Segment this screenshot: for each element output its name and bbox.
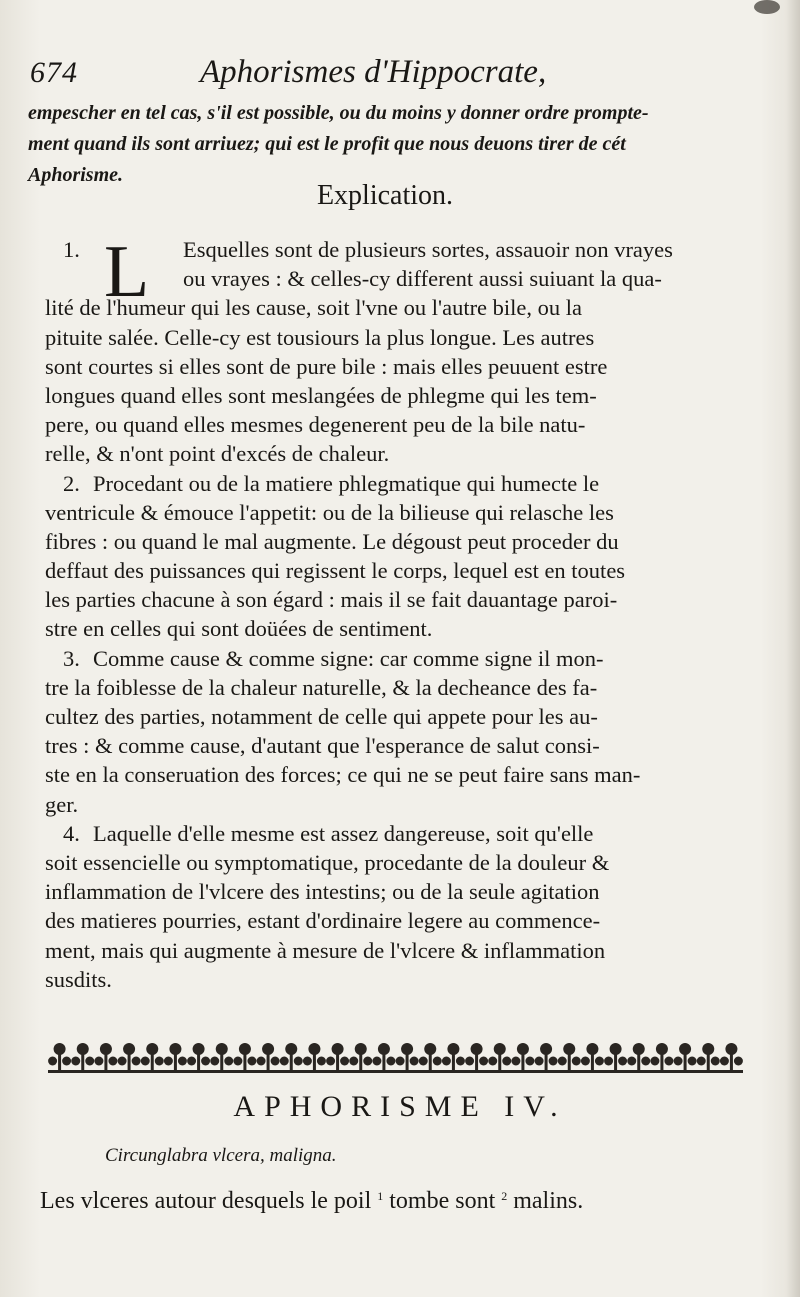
- line-text: Esquelles sont de plusieurs sortes, assauoir non vrayes: [183, 237, 673, 262]
- text-line: [45, 264, 737, 293]
- text-line: [45, 469, 737, 498]
- aphorism-text-part: malins.: [513, 1188, 584, 1214]
- explication-body: [45, 231, 737, 994]
- intro-line: Aphorisme.: [28, 164, 124, 186]
- intro-line: empescher en tel cas, s'il est possible, ou du moins y donner ordre prompte-: [28, 102, 649, 124]
- line-text: stre en celles qui sont doüées de sentiment.: [45, 616, 433, 642]
- line-text: relle, & n'ont point d'excés de chaleur.: [45, 441, 390, 467]
- section-heading: Explication.: [316, 180, 454, 211]
- line-text: Laquelle d'elle mesme est assez dangereuse, soit qu'elle: [93, 820, 594, 846]
- line-text: Procedant ou de la matiere phlegmatique qui humecte le: [93, 470, 600, 496]
- fleuron-icon: [48, 1043, 71, 1071]
- text-line: [45, 702, 737, 731]
- text-line: [45, 644, 737, 673]
- line-text: tre la foiblesse de la chaleur naturelle, & la decheance des fa-: [45, 674, 598, 700]
- fleuron-icon: [118, 1043, 141, 1071]
- text-line: [45, 352, 737, 381]
- paragraph-number: 1.: [63, 237, 80, 262]
- intro-paragraph: [28, 98, 748, 191]
- paragraph-number: 2.: [63, 470, 80, 496]
- fleuron-icon: [511, 1043, 534, 1071]
- text-line: [45, 760, 737, 789]
- line-text: cultez des parties, notamment de celle qui appete pour les au-: [45, 704, 598, 729]
- paragraph-number: 3.: [63, 645, 80, 671]
- text-line: [45, 439, 737, 468]
- latin-aphorism: Circunglabra vlcera, maligna.: [105, 1145, 337, 1166]
- aphorism-text-part: tombe sont: [389, 1188, 496, 1214]
- line-text: ventricule & émouce l'appetit: ou de la bilieuse qui relasche les: [45, 499, 614, 525]
- text-line: [45, 877, 737, 906]
- paragraph-number: 4.: [63, 820, 80, 846]
- text-line: [45, 731, 737, 760]
- aphorism-title: APHORISME IV.: [233, 1090, 567, 1123]
- text-line: [45, 906, 737, 935]
- drop-cap: L: [104, 231, 150, 313]
- text-line: [45, 585, 737, 614]
- line-text: lité de l'humeur qui les cause, soit l'vne ou l'autre bile, ou la: [45, 295, 583, 321]
- fleuron-icon: [71, 1043, 94, 1071]
- line-text: pituite salée. Celle-cy est tousiours la plus longue. Les autres: [45, 324, 595, 350]
- fleuron-icon: [627, 1043, 650, 1071]
- fleuron-icon: [465, 1043, 488, 1071]
- line-text: ou vrayes : & celles-cy different aussi suiuant la qua-: [183, 266, 662, 292]
- line-text: soit essencielle ou symptomatique, procedante de la douleur &: [45, 849, 610, 875]
- fleuron-icon: [326, 1043, 349, 1071]
- fleuron-icon: [604, 1043, 627, 1071]
- fleuron-icon: [581, 1043, 604, 1071]
- fleuron-icon: [94, 1043, 117, 1071]
- fleuron-icon: [720, 1043, 743, 1071]
- text-line: [45, 673, 737, 702]
- ornament-rule: [48, 1070, 743, 1073]
- line-text: les parties chacune à son égard : mais il se fait dauantage paroi-: [45, 587, 618, 613]
- text-line: [45, 235, 737, 264]
- line-text: susdits.: [45, 966, 112, 992]
- ink-blot: [754, 0, 780, 14]
- text-line: [45, 614, 737, 643]
- ornament-band: [48, 1037, 743, 1077]
- fleuron-icon: [303, 1043, 326, 1071]
- note-marker: 1: [377, 1189, 384, 1203]
- fleuron-icon: [488, 1043, 511, 1071]
- fleuron-icon: [257, 1043, 280, 1071]
- text-line: [45, 527, 737, 556]
- line-text: Comme cause & comme signe: car comme signe il mon-: [93, 645, 604, 671]
- line-text: sont courtes si elles sont de pure bile : mais elles peuuent estre: [45, 353, 608, 379]
- running-title: Aphorismes d'Hippocrate,: [200, 54, 547, 90]
- line-text: ment, mais qui augmente à mesure de l'vlcere & inflammation: [45, 937, 606, 963]
- page-header: [30, 50, 770, 94]
- text-line: [45, 381, 737, 410]
- fleuron-icon: [280, 1043, 303, 1071]
- text-line: [45, 410, 737, 439]
- fleuron-icon: [210, 1043, 233, 1071]
- fleuron-icon: [233, 1043, 256, 1071]
- fleuron-icon: [372, 1043, 395, 1071]
- fleuron-icon: [650, 1043, 673, 1071]
- aphorism-text-part: Les vlceres autour desquels le poil: [40, 1188, 372, 1214]
- text-line: [45, 293, 737, 322]
- page-edge-shadow: [786, 0, 800, 1297]
- fleuron-icon: [674, 1043, 697, 1071]
- text-line: [45, 556, 737, 585]
- line-text: des matieres pourries, estant d'ordinaire legere au commence-: [45, 908, 601, 934]
- text-line: [45, 323, 737, 352]
- text-line: [45, 819, 737, 848]
- text-line: [45, 498, 737, 527]
- fleuron-icon: [141, 1043, 164, 1071]
- text-line: [45, 936, 737, 965]
- intro-line: ment quand ils sont arriuez; qui est le profit que nous deuons tirer de cét: [28, 133, 626, 155]
- fleuron-icon: [164, 1043, 187, 1071]
- fleuron-icon: [396, 1043, 419, 1071]
- text-line: [45, 848, 737, 877]
- fleuron-icon: [419, 1043, 442, 1071]
- aphorism-translation: [40, 1188, 583, 1215]
- fleuron-icon: [535, 1043, 558, 1071]
- fleuron-icon: [558, 1043, 581, 1071]
- line-text: ste en la conseruation des forces; ce qui ne se peut faire sans man-: [45, 762, 641, 788]
- note-marker: 2: [501, 1189, 508, 1203]
- line-text: inflammation de l'vlcere des intestins; ou de la seule agitation: [45, 879, 600, 905]
- line-text: tres : & comme cause, d'autant que l'esperance de salut consi-: [45, 733, 600, 759]
- text-line: [45, 790, 737, 819]
- fleuron-icon: [187, 1043, 210, 1071]
- line-text: pere, ou quand elles mesmes degenerent peu de la bile natu-: [45, 412, 586, 438]
- line-text: fibres : ou quand le mal augmente. Le dégoust peut proceder du: [45, 528, 619, 554]
- text-line: [45, 965, 737, 994]
- line-text: longues quand elles sont meslangées de phlegme qui les tem-: [45, 382, 597, 408]
- fleuron-icon: [349, 1043, 372, 1071]
- line-text: ger.: [45, 791, 79, 817]
- line-text: deffaut des puissances qui regissent le corps, lequel est en toutes: [45, 558, 626, 584]
- fleuron-icon: [697, 1043, 720, 1071]
- page-number: 674: [30, 56, 78, 89]
- fleuron-icon: [442, 1043, 465, 1071]
